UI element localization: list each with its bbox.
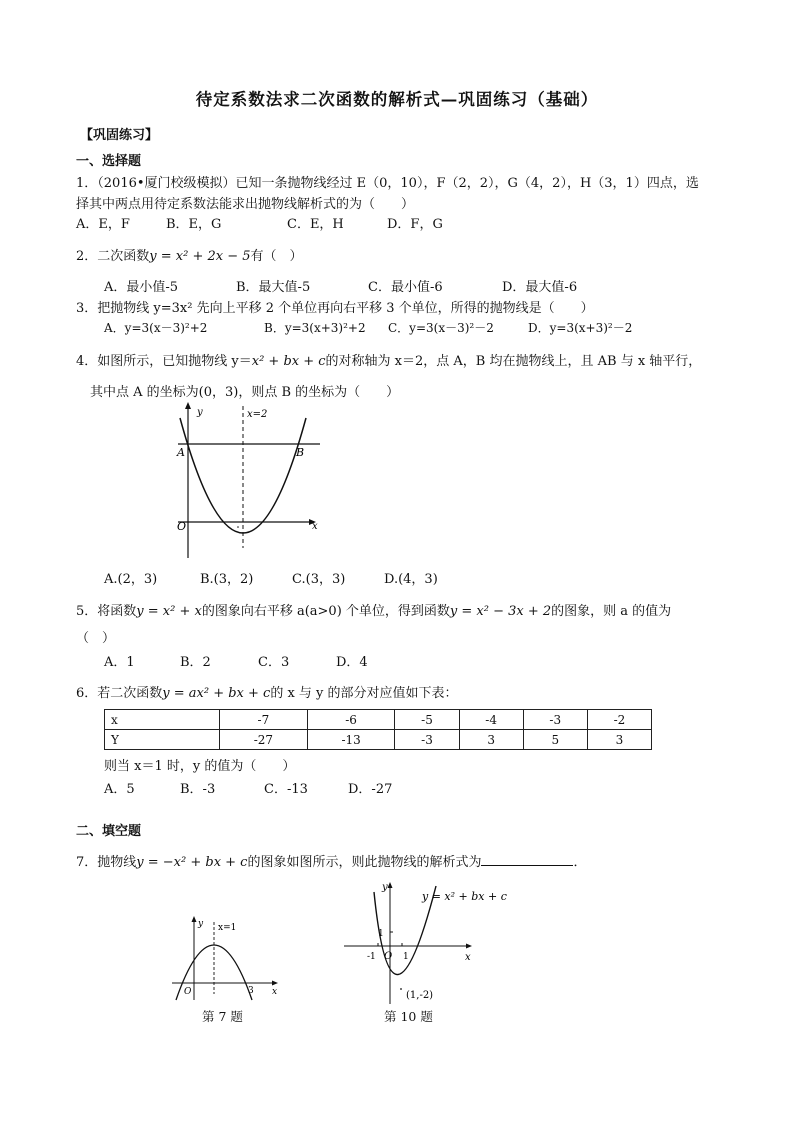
q3-option-a: A．y=3(x－3)²+2 <box>104 321 208 335</box>
table-cell: 3 <box>459 730 523 750</box>
q4-label-o: O <box>177 520 187 533</box>
q1-option-d: D．F，G <box>387 217 443 232</box>
q2-prefix: 2．二次函数 <box>76 249 150 264</box>
table-cell: -7 <box>220 710 308 730</box>
section-choice-heading: 一、选择题 <box>76 154 142 169</box>
fig10-point-dot <box>400 988 402 990</box>
q3-option-c: C．y=3(x－3)²－2 <box>388 321 494 335</box>
q5-prefix: 5．将函数 <box>76 604 137 619</box>
q2-question <box>76 245 303 264</box>
fig10-label-1x: 1 <box>403 952 409 962</box>
q6-followup: 则当 x＝1 时，y 的值为（ ） <box>104 759 296 774</box>
page-title: 待定系数法求二次函数的解析式—巩固练习（基础） <box>195 90 599 109</box>
fig10-label-1y: 1 <box>378 929 384 939</box>
fig7-label-3: 3 <box>248 986 254 996</box>
q5-line1 <box>76 600 671 619</box>
fig10-caption: 第 10 题 <box>384 1009 433 1024</box>
fig10-label-o: O <box>384 951 393 962</box>
q6-suffix: 的 x 与 y 的部分对应值如下表： <box>270 686 458 701</box>
q7-formula: y = −x² + bx + c <box>136 855 248 870</box>
section-fill-heading: 二、填空题 <box>76 824 142 839</box>
q4-label-b: B <box>296 446 305 459</box>
q6-value-table <box>104 709 652 750</box>
fig10-label-x: x <box>465 952 471 963</box>
q1-option-a: A．E，F <box>76 217 130 232</box>
q3-option-b: B．y=3(x+3)²+2 <box>264 321 366 335</box>
q4-option-b: B.(3，2) <box>200 572 254 587</box>
q4-y-arrow <box>185 402 191 409</box>
q7-end: ． <box>573 855 587 870</box>
q7-prefix: 7．抛物线 <box>76 855 137 870</box>
q5-line2: （ ） <box>76 631 116 646</box>
q5-option-d: D．4 <box>336 655 368 670</box>
fig10-label-point: (1,-2) <box>406 990 434 1001</box>
table-cell: -3 <box>523 710 587 730</box>
fig10-figure <box>340 876 530 1006</box>
fig10-label-neg1: -1 <box>367 952 376 962</box>
q7-suffix: 的图象如图所示，则此抛物线的解析式为 <box>247 855 482 870</box>
q4-option-d: D.(4，3) <box>384 572 438 587</box>
q6-formula: y = ax² + bx + c <box>162 686 271 701</box>
fig10-y-arrow <box>388 882 393 888</box>
q4-line2: 其中点 A 的坐标为(0，3)，则点 B 的坐标为（ ） <box>90 385 400 400</box>
q5-suffix: 的图象，则 a 的值为 <box>551 604 672 619</box>
q4-line1a: 4．如图所示，已知抛物线 y＝ <box>76 354 252 369</box>
fig10-x-arrow <box>466 944 472 949</box>
q5-option-a: A．1 <box>104 655 135 670</box>
q2-option-c: C．最小值-6 <box>368 280 443 295</box>
q4-label-axis: x=2 <box>247 409 268 420</box>
q1-option-b: B．E，G <box>166 217 222 232</box>
section-tag: 【巩固练习】 <box>80 128 159 143</box>
q2-option-b: B．最大值-5 <box>236 280 311 295</box>
q5-option-c: C．3 <box>258 655 290 670</box>
table-row <box>105 710 652 730</box>
q6-option-d: D．-27 <box>348 782 393 797</box>
fig7-label-o: O <box>184 987 192 997</box>
table-cell: Y <box>105 730 220 750</box>
table-cell: -27 <box>220 730 308 750</box>
fig7-y-arrow <box>192 916 197 922</box>
table-cell: -4 <box>459 710 523 730</box>
q6-prefix: 6．若二次函数 <box>76 686 163 701</box>
q2-option-d: D．最大值-6 <box>502 280 578 295</box>
table-cell: -2 <box>587 710 651 730</box>
q4-option-a: A.(2，3) <box>104 572 158 587</box>
q2-option-a: A．最小值-5 <box>104 280 179 295</box>
fig7-x-arrow <box>272 981 278 986</box>
q4-label-y: y <box>197 407 203 418</box>
q4-label-a: A <box>177 446 185 459</box>
q5-formula1: y = x² + x <box>136 604 202 619</box>
fig7-label-y: y <box>198 919 204 929</box>
q6-option-a: A．5 <box>104 782 135 797</box>
q1-line1: 1．（2016•厦门校级模拟）已知一条抛物线经过 E（0，10），F（2，2），G（4，2），H（3，1）四点，选 <box>76 176 699 191</box>
q4-vertex-dot <box>237 526 239 528</box>
q5-middle: 的图象向右平移 a(a>0) 个单位，得到函数 <box>201 604 450 619</box>
q2-formula: y = x² + 2x − 5 <box>149 249 251 264</box>
q4-formula: x² + bx + c <box>251 354 326 369</box>
q6-question <box>76 682 458 701</box>
q4-option-c: C.(3，3) <box>292 572 346 587</box>
table-cell: -13 <box>307 730 395 750</box>
table-row <box>105 730 652 750</box>
fig7-caption: 第 7 题 <box>202 1009 243 1024</box>
table-cell: -5 <box>395 710 459 730</box>
table-cell: -6 <box>307 710 395 730</box>
q5-formula2: y = x² − 3x + 2 <box>449 604 552 619</box>
q7-answer-blank[interactable] <box>481 853 573 866</box>
q5-option-b: B．2 <box>180 655 211 670</box>
q3-question: 3．把抛物线 y=3x² 先向上平移 2 个单位再向右平移 3 个单位，所得的抛物线是（ ） <box>76 301 594 316</box>
table-cell: 3 <box>587 730 651 750</box>
q6-option-c: C．-13 <box>264 782 308 797</box>
q4-figure <box>160 398 340 563</box>
q4-label-x: x <box>312 521 318 532</box>
fig7-label-x: x <box>272 987 278 997</box>
q6-option-b: B．-3 <box>180 782 216 797</box>
q2-suffix: 有（ ） <box>250 249 303 264</box>
table-cell: -3 <box>395 730 459 750</box>
q4-line1b: 的对称轴为 x＝2，点 A，B 均在抛物线上，且 AB 与 x 轴平行， <box>325 354 702 369</box>
q1-option-c: C．E，H <box>287 217 344 232</box>
fig7-label-axis: x=1 <box>218 923 237 933</box>
q1-line2: 择其中两点用待定系数法能求出抛物线解析式的为（ ） <box>76 197 415 212</box>
table-cell: x <box>105 710 220 730</box>
q3-option-d: D．y=3(x+3)²－2 <box>528 321 633 335</box>
fig7-figure <box>166 914 286 1004</box>
q7-question <box>76 851 587 870</box>
q4-line1 <box>76 350 701 369</box>
fig10-label-formula: y = x² + bx + c <box>422 890 507 903</box>
fig10-label-y: y <box>382 882 388 893</box>
table-cell: 5 <box>523 730 587 750</box>
